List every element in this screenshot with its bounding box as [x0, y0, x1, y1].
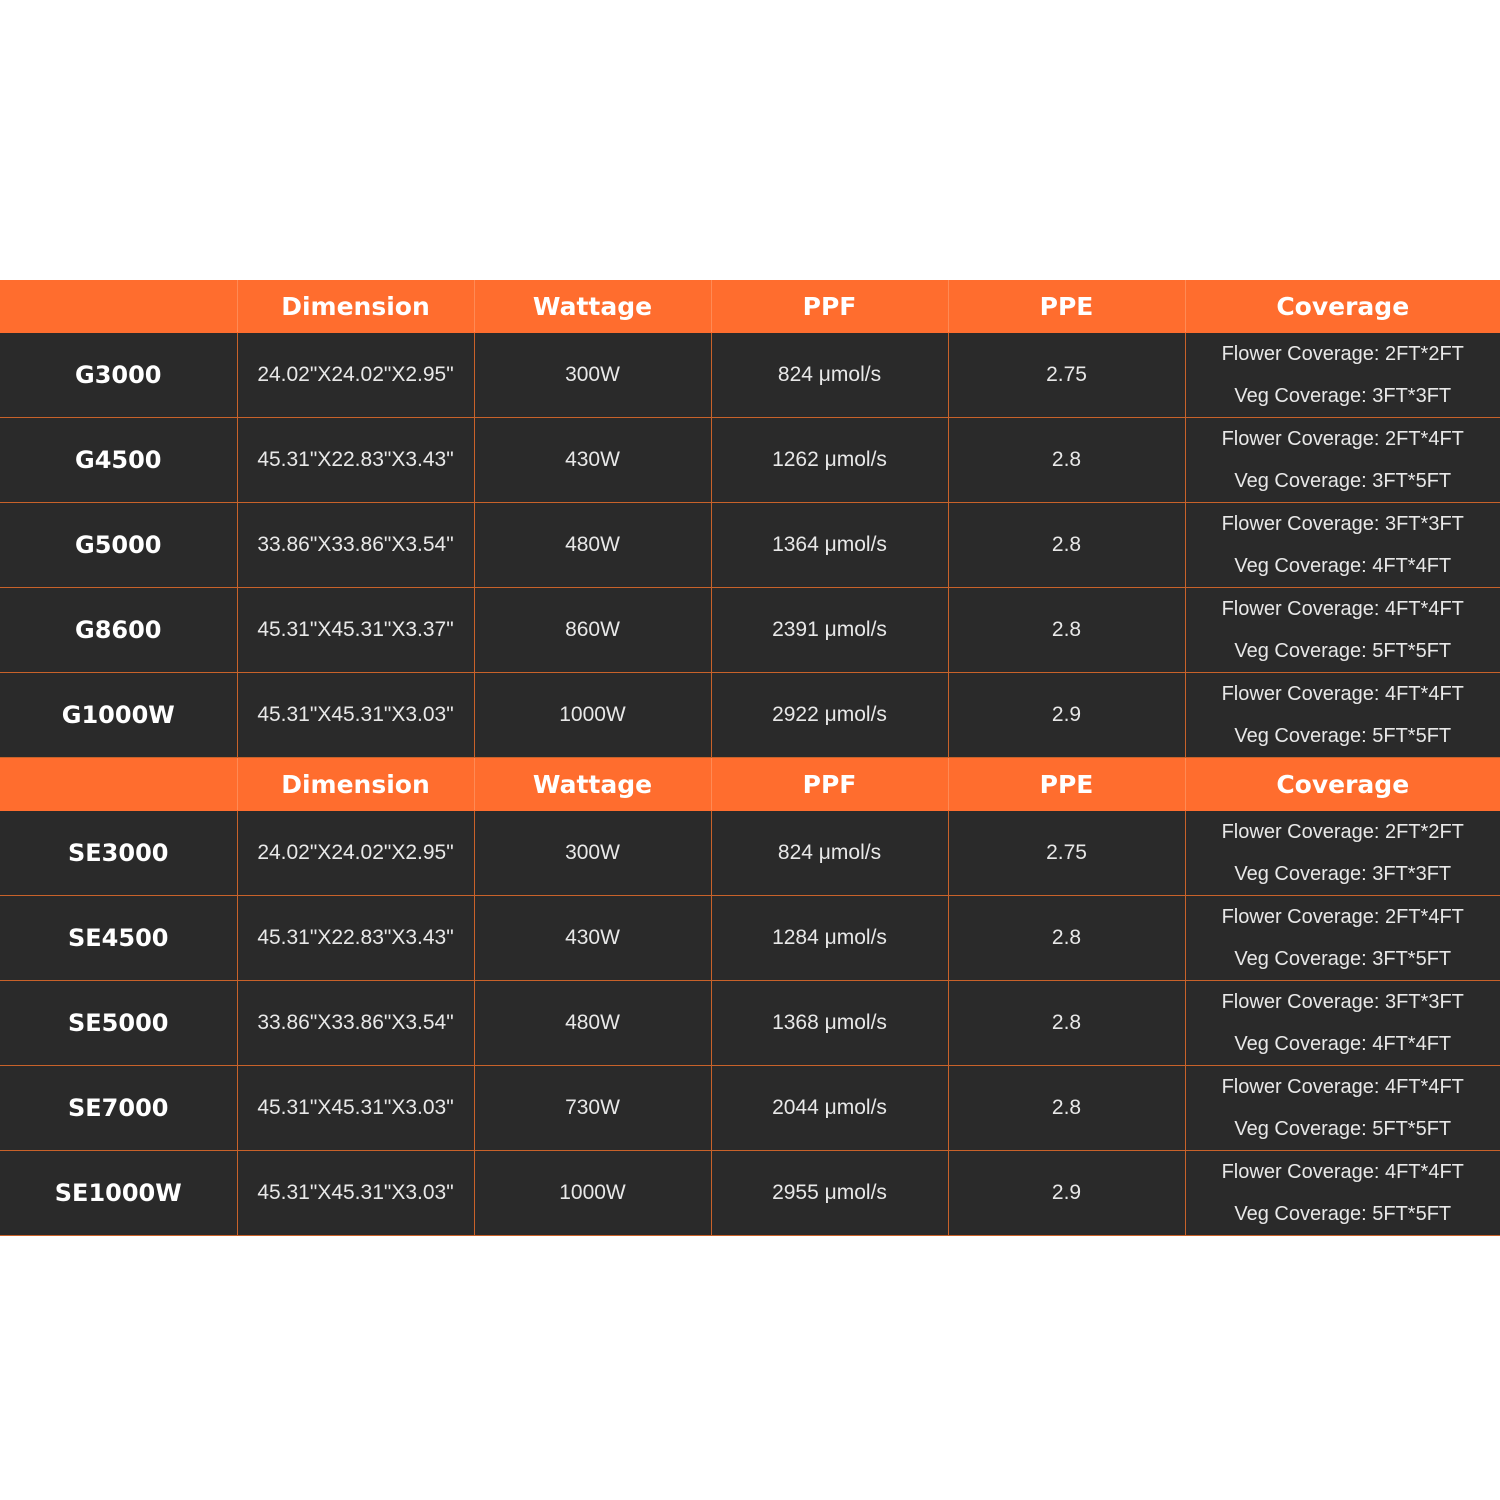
flower-coverage: Flower Coverage: 4FT*4FT [1221, 1161, 1464, 1183]
veg-coverage: Veg Coverage: 5FT*5FT [1234, 1203, 1452, 1225]
header-ppf: PPF [711, 758, 948, 811]
wattage-cell: 430W [474, 896, 711, 981]
coverage-cell [1185, 503, 1500, 588]
ppf-cell: 1368 μmol/s [711, 981, 948, 1066]
ppf-cell: 824 μmol/s [711, 333, 948, 418]
header-ppf: PPF [711, 280, 948, 333]
spec-comparison-table [0, 280, 1500, 1236]
flower-coverage: Flower Coverage: 2FT*2FT [1221, 821, 1464, 843]
veg-coverage: Veg Coverage: 3FT*5FT [1234, 470, 1452, 492]
model-cell: SE5000 [0, 981, 237, 1066]
veg-coverage: Veg Coverage: 4FT*4FT [1234, 555, 1452, 577]
ppf-cell: 1284 μmol/s [711, 896, 948, 981]
flower-coverage: Flower Coverage: 4FT*4FT [1221, 683, 1464, 705]
dimension-cell: 24.02"X24.02"X2.95" [237, 333, 474, 418]
table-header-row [0, 758, 1500, 811]
header-dimension: Dimension [237, 280, 474, 333]
ppf-cell: 1262 μmol/s [711, 418, 948, 503]
ppf-cell: 2391 μmol/s [711, 588, 948, 673]
ppe-cell: 2.9 [948, 673, 1185, 758]
ppe-cell: 2.8 [948, 418, 1185, 503]
header-coverage: Coverage [1185, 280, 1500, 333]
dimension-cell: 45.31"X45.31"X3.37" [237, 588, 474, 673]
coverage-cell [1185, 811, 1500, 896]
coverage-cell [1185, 673, 1500, 758]
veg-coverage: Veg Coverage: 5FT*5FT [1234, 1118, 1452, 1140]
header-coverage: Coverage [1185, 758, 1500, 811]
model-cell: SE3000 [0, 811, 237, 896]
ppf-cell: 2922 μmol/s [711, 673, 948, 758]
dimension-cell: 45.31"X22.83"X3.43" [237, 896, 474, 981]
flower-coverage: Flower Coverage: 3FT*3FT [1221, 513, 1464, 535]
ppe-cell: 2.8 [948, 896, 1185, 981]
table-row [0, 333, 1500, 418]
header-wattage: Wattage [474, 280, 711, 333]
ppe-cell: 2.8 [948, 503, 1185, 588]
veg-coverage: Veg Coverage: 4FT*4FT [1234, 1033, 1452, 1055]
table-row [0, 811, 1500, 896]
model-cell: G8600 [0, 588, 237, 673]
veg-coverage: Veg Coverage: 5FT*5FT [1234, 725, 1452, 747]
flower-coverage: Flower Coverage: 2FT*4FT [1221, 428, 1464, 450]
header-model [0, 758, 237, 811]
flower-coverage: Flower Coverage: 4FT*4FT [1221, 1076, 1464, 1098]
table-row [0, 896, 1500, 981]
model-cell: G5000 [0, 503, 237, 588]
table-row [0, 673, 1500, 758]
model-cell: SE4500 [0, 896, 237, 981]
ppf-cell: 824 μmol/s [711, 811, 948, 896]
wattage-cell: 860W [474, 588, 711, 673]
header-dimension: Dimension [237, 758, 474, 811]
wattage-cell: 480W [474, 981, 711, 1066]
wattage-cell: 300W [474, 811, 711, 896]
header-ppe: PPE [948, 758, 1185, 811]
wattage-cell: 430W [474, 418, 711, 503]
coverage-cell [1185, 1151, 1500, 1236]
table-row [0, 981, 1500, 1066]
veg-coverage: Veg Coverage: 5FT*5FT [1234, 640, 1452, 662]
dimension-cell: 45.31"X45.31"X3.03" [237, 1066, 474, 1151]
table-row [0, 1151, 1500, 1236]
coverage-cell [1185, 896, 1500, 981]
header-ppe: PPE [948, 280, 1185, 333]
model-cell: G1000W [0, 673, 237, 758]
ppe-cell: 2.75 [948, 333, 1185, 418]
coverage-cell [1185, 588, 1500, 673]
model-cell: SE7000 [0, 1066, 237, 1151]
table-body [0, 280, 1500, 1236]
coverage-cell [1185, 1066, 1500, 1151]
model-cell: G4500 [0, 418, 237, 503]
dimension-cell: 33.86"X33.86"X3.54" [237, 981, 474, 1066]
veg-coverage: Veg Coverage: 3FT*3FT [1234, 863, 1452, 885]
veg-coverage: Veg Coverage: 3FT*5FT [1234, 948, 1452, 970]
table-header-row [0, 280, 1500, 333]
ppe-cell: 2.8 [948, 981, 1185, 1066]
dimension-cell: 45.31"X22.83"X3.43" [237, 418, 474, 503]
model-cell: SE1000W [0, 1151, 237, 1236]
ppe-cell: 2.8 [948, 588, 1185, 673]
dimension-cell: 24.02"X24.02"X2.95" [237, 811, 474, 896]
flower-coverage: Flower Coverage: 4FT*4FT [1221, 598, 1464, 620]
ppe-cell: 2.75 [948, 811, 1185, 896]
ppf-cell: 2044 μmol/s [711, 1066, 948, 1151]
coverage-cell [1185, 981, 1500, 1066]
wattage-cell: 1000W [474, 1151, 711, 1236]
ppf-cell: 1364 μmol/s [711, 503, 948, 588]
wattage-cell: 300W [474, 333, 711, 418]
table-row [0, 1066, 1500, 1151]
ppe-cell: 2.8 [948, 1066, 1185, 1151]
wattage-cell: 1000W [474, 673, 711, 758]
flower-coverage: Flower Coverage: 3FT*3FT [1221, 991, 1464, 1013]
wattage-cell: 480W [474, 503, 711, 588]
flower-coverage: Flower Coverage: 2FT*4FT [1221, 906, 1464, 928]
coverage-cell [1185, 418, 1500, 503]
table-row [0, 503, 1500, 588]
dimension-cell: 33.86"X33.86"X3.54" [237, 503, 474, 588]
coverage-cell [1185, 333, 1500, 418]
dimension-cell: 45.31"X45.31"X3.03" [237, 673, 474, 758]
header-wattage: Wattage [474, 758, 711, 811]
wattage-cell: 730W [474, 1066, 711, 1151]
header-model [0, 280, 237, 333]
ppf-cell: 2955 μmol/s [711, 1151, 948, 1236]
dimension-cell: 45.31"X45.31"X3.03" [237, 1151, 474, 1236]
model-cell: G3000 [0, 333, 237, 418]
table-row [0, 418, 1500, 503]
flower-coverage: Flower Coverage: 2FT*2FT [1221, 343, 1464, 365]
veg-coverage: Veg Coverage: 3FT*3FT [1234, 385, 1452, 407]
table-row [0, 588, 1500, 673]
ppe-cell: 2.9 [948, 1151, 1185, 1236]
